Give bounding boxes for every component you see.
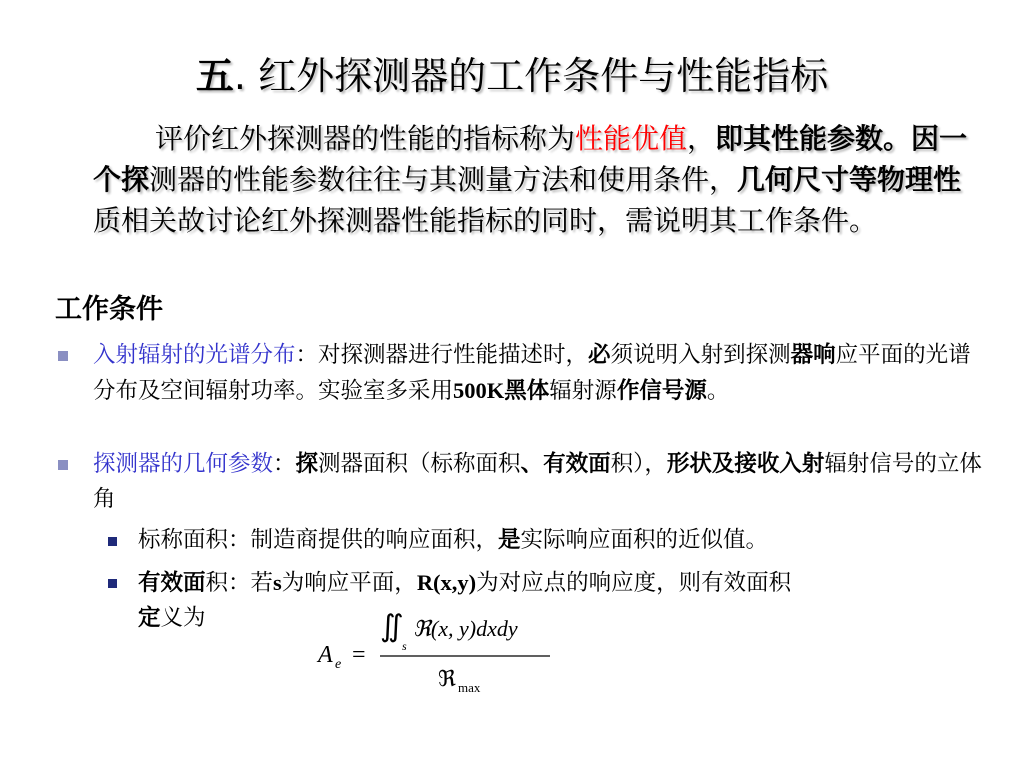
sub-variable: R(x,y)	[416, 570, 477, 595]
bullet-bold: 器响	[790, 342, 836, 368]
effective-area-formula	[310, 600, 570, 710]
bullet-text: 辐射源	[549, 378, 617, 404]
bullet-term: 入射辐射的光谱分布	[93, 342, 296, 368]
bullet-text: 。	[706, 378, 730, 404]
intro-text-4: 质相关故讨论红外探测器性能指标的同时，需说明其工作条件。	[93, 204, 878, 237]
bullet-bold: 形状及接收入射	[666, 451, 825, 477]
bullet-text: 辐射信号的立体角	[93, 451, 982, 512]
sub-text: 实际响应面积的近似值。	[520, 527, 769, 553]
bullet-colon: ：	[273, 451, 296, 477]
formula-denominator: ℜ	[438, 666, 456, 691]
bullet-item-spectral	[93, 338, 983, 409]
sub-text: 为对应点的响应度，则有效面积	[476, 570, 792, 596]
formula-integral: ∬	[380, 610, 404, 643]
bullet-bold: 探	[295, 451, 319, 477]
bullet-bold: 黑体	[504, 378, 550, 404]
bullet-marker	[58, 351, 68, 361]
intro-paragraph	[93, 118, 983, 241]
formula-lhs: A	[318, 642, 333, 668]
bullet-term: 探测器的几何参数	[93, 451, 274, 477]
bullet-item-geometry	[93, 447, 983, 517]
formula-lhs-sub: e	[335, 657, 342, 672]
sub-text: 标称面积：制造商提供的响应面积，	[138, 527, 499, 553]
intro-text-2: ，	[687, 122, 716, 155]
intro-text-3: 测器的性能参数往往与其测量方法和使用条件，	[149, 163, 738, 196]
sub-text: 积：若	[205, 570, 274, 596]
bullet-text: 积），	[610, 451, 667, 477]
bullet-bold: 必	[588, 342, 611, 368]
sub-text: 义为	[160, 605, 206, 631]
sub-variable: s	[273, 570, 282, 595]
bullet-marker	[58, 460, 68, 470]
bullet-text: 测器面积（标称面积	[318, 451, 521, 477]
section-heading: 工作条件	[55, 294, 163, 325]
formula-equals: =	[352, 642, 366, 668]
bullet-bold-number: 500K	[453, 378, 505, 403]
bullet-bold: 作信号源	[616, 378, 707, 404]
intro-bold-1: 即其性能参数。因一个探	[93, 122, 968, 196]
intro-bold-2: 几何尺寸等物理性	[737, 163, 962, 196]
sub-bullet-marker	[108, 537, 117, 546]
sub-text: 为响应平面，	[281, 570, 417, 596]
intro-highlight: 性能优值	[575, 122, 688, 155]
sub-bullet-marker	[108, 579, 117, 588]
sub-bold: 有效面	[138, 570, 206, 596]
bullet-text: 应平面的光谱分布及空间辐射功率。实验室多采用	[93, 342, 971, 404]
formula-denominator-sub: max	[458, 680, 481, 695]
intro-text-1: 评价红外探测器的性能的指标称为	[155, 122, 576, 155]
bullet-text: 须说明入射到探测	[610, 342, 791, 368]
formula-integral-sub: s	[402, 639, 407, 653]
formula-numerator: ℜ(x, y)dxdy	[413, 616, 518, 641]
title-text: . 红外探测器的工作条件与性能指标	[233, 54, 829, 98]
bullet-text: 对探测器进行性能描述时，	[318, 342, 589, 368]
sub-bold: 是	[498, 527, 521, 553]
slide-title	[0, 50, 1024, 102]
bullet-colon: ：	[295, 342, 319, 368]
sub-item-nominal-area	[138, 523, 983, 558]
title-number: 五	[195, 54, 234, 98]
sub-bold: 定	[138, 605, 161, 631]
bullet-bold: 、有效面	[520, 451, 611, 477]
